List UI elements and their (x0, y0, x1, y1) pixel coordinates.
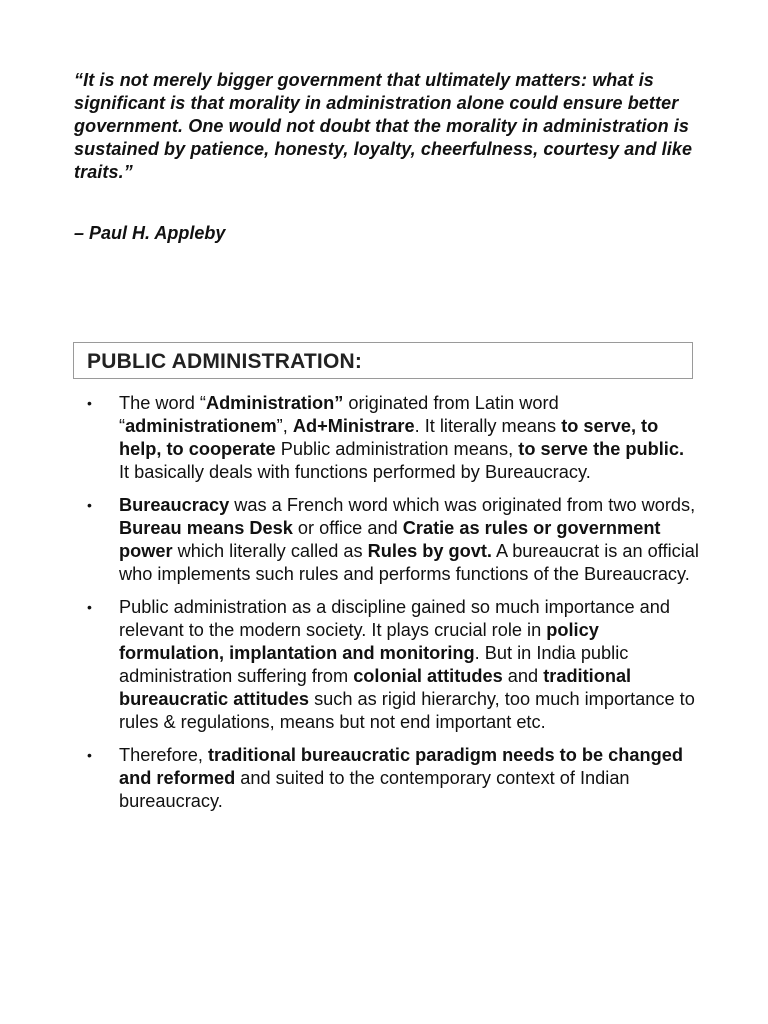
body-text: which literally called as (172, 541, 368, 561)
opening-quote: “It is not merely bigger government that ultimately matters: what is significant is that morality in administration alone could ensure better government. One would not doubt that the morality in administration is sustained by patience, honesty, loyalty, cheerfulness, courtesy and like traits.” (74, 70, 693, 182)
section-heading-box (73, 342, 693, 379)
bold-text: Bureau means Desk (119, 518, 293, 538)
bold-text: to serve the public. (518, 439, 685, 459)
body-text: originated from Latin word “ (119, 393, 559, 436)
bullet-icon: • (87, 395, 92, 411)
body-text: The word “ (119, 393, 206, 413)
bullet-item (87, 744, 699, 813)
bullet-item (87, 392, 699, 484)
bullet-icon: • (87, 599, 92, 615)
body-text: Therefore, (119, 745, 208, 765)
bold-text: Cratie as rules or government power (119, 518, 661, 561)
body-text: was a French word which was originated from two words, (229, 495, 696, 515)
section-heading: PUBLIC ADMINISTRATION: (87, 350, 363, 373)
body-text: . It literally means (414, 416, 562, 436)
bold-text: Rules by govt. (367, 541, 492, 561)
body-text: . But in India public administration suffering from (119, 643, 629, 686)
bold-text: administrationem (125, 416, 277, 436)
body-text: and suited to the contemporary context of Indian bureaucracy. (119, 768, 630, 811)
bold-text: colonial attitudes (353, 666, 503, 686)
body-text: Public administration as a discipline gained so much importance and relevant to the modern society. It plays crucial role in (119, 597, 670, 640)
body-text: ”, (276, 416, 293, 436)
body-text: A bureaucrat is an official who implements such rules and performs functions of the Bureaucracy. (119, 541, 699, 584)
bold-text: to serve, to help, to cooperate (119, 416, 659, 459)
bold-text: policy formulation, implantation and monitoring (119, 620, 599, 663)
bullet-icon: • (87, 497, 92, 513)
bullet-item (87, 596, 699, 734)
bold-text: Ad+Ministrare (292, 416, 415, 436)
body-text: and (502, 666, 544, 686)
bold-text: traditional bureaucratic attitudes (119, 666, 632, 709)
body-text: or office and (292, 518, 403, 538)
bold-text: Bureaucracy (119, 495, 230, 515)
body-text: Public administration means, (275, 439, 519, 459)
bullet-list (87, 392, 699, 823)
bullet-icon: • (87, 747, 92, 763)
bold-text: traditional bureaucratic paradigm needs to be changed and reformed (119, 745, 683, 788)
quote-author: – Paul H. Appleby (74, 223, 226, 243)
bold-text: Administration” (205, 393, 344, 413)
body-text: It basically deals with functions performed by Bureaucracy. (119, 462, 591, 482)
bullet-item (87, 494, 699, 586)
body-text: such as rigid hierarchy, too much importance to rules & regulations, means but not end important etc. (119, 689, 695, 732)
